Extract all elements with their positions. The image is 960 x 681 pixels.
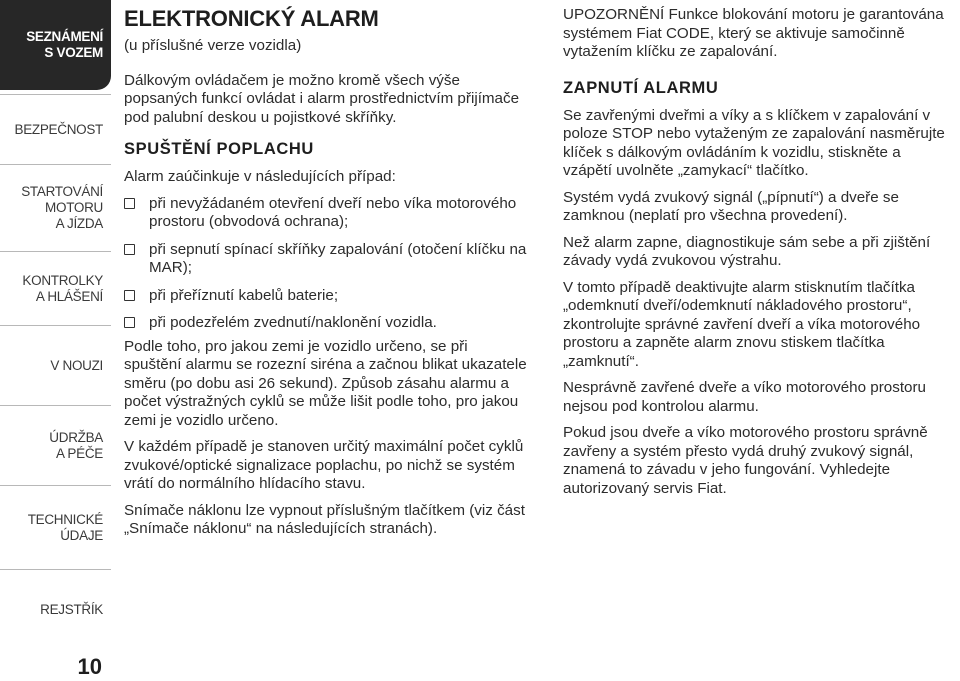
body-paragraph: Pokud jsou dveře a víko motorového prostoru správně zavřeny a systém přesto vydá druhý zvukový signál, znamená to závadu v jeho fungování. Vyhledejte autorizovaný servis Fiat. xyxy=(563,424,928,497)
tab-label-line: A HLÁŠENÍ xyxy=(35,288,103,304)
checkbox-bullet-icon xyxy=(124,244,135,255)
tab-label-line: S VOZEM xyxy=(44,45,103,60)
tab-seznameni-s-vozem[interactable] xyxy=(0,0,111,90)
tab-rejstrik[interactable] xyxy=(0,569,111,649)
body-paragraph: V tomto případě deaktivujte alarm stisknutím tlačítka „odemknutí dveří/odemknutí nákladového prostoru“, zkontrolujte správné zavření dveří a víka motorového prostoru a zapněte alarm znovu stiskem tlačítka „zamknutí“. xyxy=(563,278,921,370)
warning-note: UPOZORNĚNÍ Funkce blokování motoru je garantována systémem Fiat CODE, který se aktivuje samočinně vytažením klíčku ze zapalování. xyxy=(563,6,944,60)
tab-startovani-motoru[interactable] xyxy=(0,164,111,251)
list-item-text: při přeříznutí kabelů baterie; xyxy=(149,286,339,304)
tab-bezpecnost[interactable] xyxy=(0,94,111,164)
body-paragraph: Snímače náklonu lze vypnout příslušným tlačítkem (viz část „Snímače náklonu“ na následujících stranách). xyxy=(124,501,525,537)
list-item xyxy=(124,241,528,278)
left-column xyxy=(124,6,528,539)
tab-v-nouzi[interactable] xyxy=(0,325,111,405)
body-paragraph: V každém případě je stanoven určitý maximální počet cyklů zvukové/optické signalizace poplachu, po nichž se systém vrátí do normálního hlídacího stavu. xyxy=(124,438,524,492)
list-item-text: při podezřelém zvednutí/naklonění vozidla. xyxy=(149,314,437,331)
section-heading-zapnuti-alarmu: ZAPNUTÍ ALARMU xyxy=(563,78,719,97)
tab-technicke-udaje[interactable] xyxy=(0,485,111,569)
tab-label-line: ÚDAJE xyxy=(60,527,103,543)
tab-label-line: KONTROLKY xyxy=(22,272,103,288)
lead-paragraph: Alarm zaúčinkuje v následujících případ: xyxy=(124,168,396,185)
tab-label-line: A PÉČE xyxy=(56,445,103,461)
page-title: ELEKTRONICKÝ ALARM xyxy=(124,6,379,31)
checkbox-bullet-icon xyxy=(124,317,135,328)
right-column xyxy=(563,6,953,498)
list-item xyxy=(124,314,528,333)
body-paragraph: Než alarm zapne, diagnostikuje sám sebe a při zjištění závady vydá zvukovou výstrahu. xyxy=(563,233,931,269)
tab-label-line: MOTORU xyxy=(45,200,103,215)
chapter-sidebar xyxy=(0,0,111,681)
tab-label-line: TECHNICKÉ xyxy=(27,511,103,527)
list-item xyxy=(124,195,528,232)
tab-label-line: REJSTŘÍK xyxy=(40,601,103,617)
tab-label-line: A JÍZDA xyxy=(55,216,103,231)
page-subtitle: (u příslušné verze vozidla) xyxy=(124,37,302,54)
bullet-list xyxy=(124,195,528,333)
tab-label-line: V NOUZI xyxy=(50,357,103,373)
tab-label-line: BEZPEČNOST xyxy=(14,121,103,137)
tab-label-line: STARTOVÁNÍ xyxy=(21,184,103,199)
list-item-text: při nevyžádaném otevření dveří nebo víka motorového prostoru (obvodová ochrana); xyxy=(149,194,517,230)
tab-label-line: ÚDRŽBA xyxy=(49,429,103,445)
body-paragraph: Systém vydá zvukový signál („pípnutí“) a dveře se zamknou (neplatí pro všechna provedení). xyxy=(563,188,899,224)
section-heading-spusteni-poplachu: SPUŠTĚNÍ POPLACHU xyxy=(124,140,314,158)
body-paragraph: Se zavřenými dveřmi a víky a s klíčkem v zapalování v poloze STOP nebo vytaženým ze zapalování nasměrujte klíček s dálkovým ovládáním k vozidlu, stiskněte a vzápětí uvolněte „zamykací“ tlačítko. xyxy=(563,106,945,179)
checkbox-bullet-icon xyxy=(124,198,135,209)
checkbox-bullet-icon xyxy=(124,290,135,301)
tab-label-line: SEZNÁMENÍ xyxy=(26,29,103,44)
intro-paragraph: Dálkovým ovládačem je možno kromě všech výše popsaných funkcí ovládat i alarm prostřednictvím přijímače pod palubní deskou u pojistkové skříňky. xyxy=(124,71,520,126)
page-number: 10 xyxy=(77,654,102,679)
body-paragraph: Nesprávně zavřené dveře a víko motorového prostoru nejsou pod kontrolou alarmu. xyxy=(563,379,927,415)
list-item xyxy=(124,287,528,306)
tab-udrzba-a-pece[interactable] xyxy=(0,405,111,485)
tab-kontrolky-a-hlaseni[interactable] xyxy=(0,251,111,325)
body-paragraph: Podle toho, pro jakou zemi je vozidlo určeno, se při spuštění alarmu se rozezní siréna a začnou blikat ukazatele směru (po dobu asi 26 sekund). Způsob zásahu alarmu a počet výstražných cyklů se může lišit podle toho, pro jakou zemi je vozidlo určeno. xyxy=(124,337,527,429)
list-item-text: při sepnutí spínací skříňky zapalování (otočení klíčku na MAR); xyxy=(149,240,527,276)
